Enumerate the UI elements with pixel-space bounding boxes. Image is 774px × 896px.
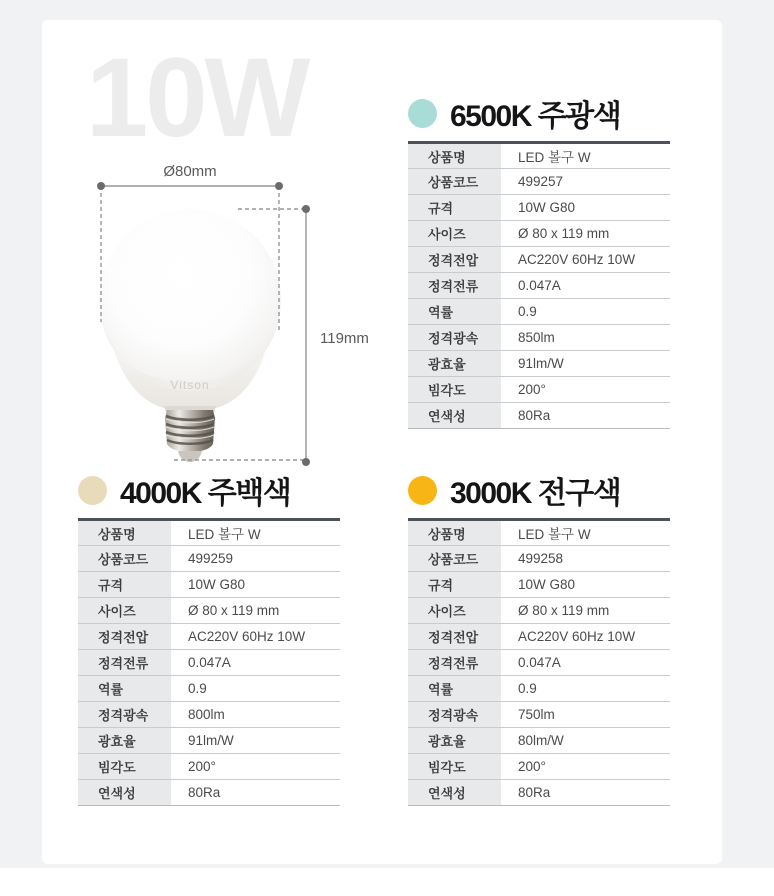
spec-row-label: 역률 [408,676,501,702]
spec-row-value: 0.047A [501,273,670,299]
spec-row-label: 정격광속 [408,702,501,728]
spec-row-value: 10W G80 [171,572,340,598]
spec-row-value: 0.047A [501,650,670,676]
spec-row [408,247,670,273]
spec-row-label: 상품코드 [408,169,501,195]
spec-row [78,676,340,702]
bulb-image [99,209,281,462]
spec-row-value: LED 볼구 W [501,143,670,169]
bulb-brand-watermark: Vitson [170,378,210,392]
spec-row [408,572,670,598]
spec-row-value: 200° [501,377,670,403]
spec-row [408,598,670,624]
spec-row-value: 91lm/W [501,351,670,377]
spec-row-value: 10W G80 [501,195,670,221]
spec-row [408,221,670,247]
spec-row [408,143,670,169]
spec-row-label: 정격광속 [78,702,171,728]
bulb-globe [99,209,281,391]
spec-table [408,141,670,429]
spec-row-value: 200° [171,754,340,780]
spec-block-title: 4000K 주백색 [120,477,291,510]
spec-row-value: 80Ra [501,403,670,429]
spec-row [408,351,670,377]
product-card [42,20,722,864]
spec-row-label: 빔각도 [408,377,501,403]
spec-block-header [408,96,670,133]
spec-row-label: 정격전류 [78,650,171,676]
spec-row [78,650,340,676]
spec-row-value: 0.9 [501,676,670,702]
spec-row [408,325,670,351]
spec-row-label: 연색성 [408,403,501,429]
spec-block-6500k [408,96,670,429]
spec-row-value: 10W G80 [501,572,670,598]
spec-row-value: 0.9 [501,299,670,325]
spec-row-value: 91lm/W [171,728,340,754]
spec-row [78,754,340,780]
spec-row-value: Ø 80 x 119 mm [501,221,670,247]
spec-row [408,273,670,299]
spec-table [408,518,670,806]
spec-row [408,676,670,702]
spec-row-label: 빔각도 [78,754,171,780]
spec-row [78,546,340,572]
spec-row-value: LED 볼구 W [171,520,340,546]
spec-row [78,520,340,546]
spec-row-value: 0.047A [171,650,340,676]
spec-block-3000k [408,473,670,806]
spec-row [408,520,670,546]
wattage-watermark: 10W [86,35,308,160]
spec-row-label: 규격 [78,572,171,598]
spec-row-value: 80Ra [501,780,670,806]
spec-row-value: 200° [501,754,670,780]
spec-row-value: 0.9 [171,676,340,702]
spec-row [78,780,340,806]
spec-row [78,728,340,754]
spec-row-label: 상품코드 [408,546,501,572]
spec-row [408,377,670,403]
color-temp-circle [78,476,107,505]
spec-row [78,572,340,598]
spec-row-value: 499258 [501,546,670,572]
spec-block-header [408,473,670,510]
spec-row-value: AC220V 60Hz 10W [171,624,340,650]
spec-row-value: LED 볼구 W [501,520,670,546]
spec-row-label: 규격 [408,195,501,221]
spec-row [408,702,670,728]
spec-row [78,598,340,624]
spec-row-value: 80Ra [171,780,340,806]
bulb-dimension-figure [42,20,382,480]
spec-row-value: 80lm/W [501,728,670,754]
spec-row-label: 역률 [408,299,501,325]
spec-row [408,546,670,572]
spec-row-label: 사이즈 [78,598,171,624]
spec-row-label: 연색성 [78,780,171,806]
spec-row-label: 정격광속 [408,325,501,351]
spec-row [408,299,670,325]
spec-row [408,728,670,754]
spec-block-4000k [78,473,340,806]
spec-row [408,754,670,780]
color-temp-circle [408,99,437,128]
spec-row [408,403,670,429]
spec-row [78,624,340,650]
spec-block-title: 6500K 주광색 [450,100,621,133]
height-dimension-label: 119mm [320,330,369,347]
spec-row-value: 499257 [501,169,670,195]
spec-row-label: 광효율 [78,728,171,754]
spec-row [78,702,340,728]
diameter-dimension-label: Ø80mm [163,163,217,180]
spec-row-label: 사이즈 [408,598,501,624]
spec-row-label: 연색성 [408,780,501,806]
spec-row-label: 상품코드 [78,546,171,572]
spec-row-label: 상품명 [408,143,501,169]
spec-row [408,169,670,195]
spec-row [408,195,670,221]
spec-row-label: 정격전류 [408,650,501,676]
spec-block-header [78,473,340,510]
spec-row-value: 800lm [171,702,340,728]
spec-table [78,518,340,806]
spec-row-label: 정격전압 [408,247,501,273]
spec-row [408,780,670,806]
spec-row-label: 규격 [408,572,501,598]
spec-row [408,624,670,650]
spec-row-value: Ø 80 x 119 mm [171,598,340,624]
spec-row-value: 850lm [501,325,670,351]
spec-row-value: Ø 80 x 119 mm [501,598,670,624]
spec-row-label: 정격전류 [408,273,501,299]
spec-row-label: 정격전압 [78,624,171,650]
spec-row-value: AC220V 60Hz 10W [501,624,670,650]
spec-row-label: 광효율 [408,351,501,377]
spec-row-label: 사이즈 [408,221,501,247]
spec-row-value: 750lm [501,702,670,728]
spec-row-label: 정격전압 [408,624,501,650]
color-temp-circle [408,476,437,505]
spec-row-value: 499259 [171,546,340,572]
spec-row [408,650,670,676]
spec-block-title: 3000K 전구색 [450,477,621,510]
spec-row-label: 빔각도 [408,754,501,780]
spec-row-value: AC220V 60Hz 10W [501,247,670,273]
spec-row-label: 상품명 [78,520,171,546]
spec-row-label: 상품명 [408,520,501,546]
spec-row-label: 광효율 [408,728,501,754]
spec-row-label: 역률 [78,676,171,702]
